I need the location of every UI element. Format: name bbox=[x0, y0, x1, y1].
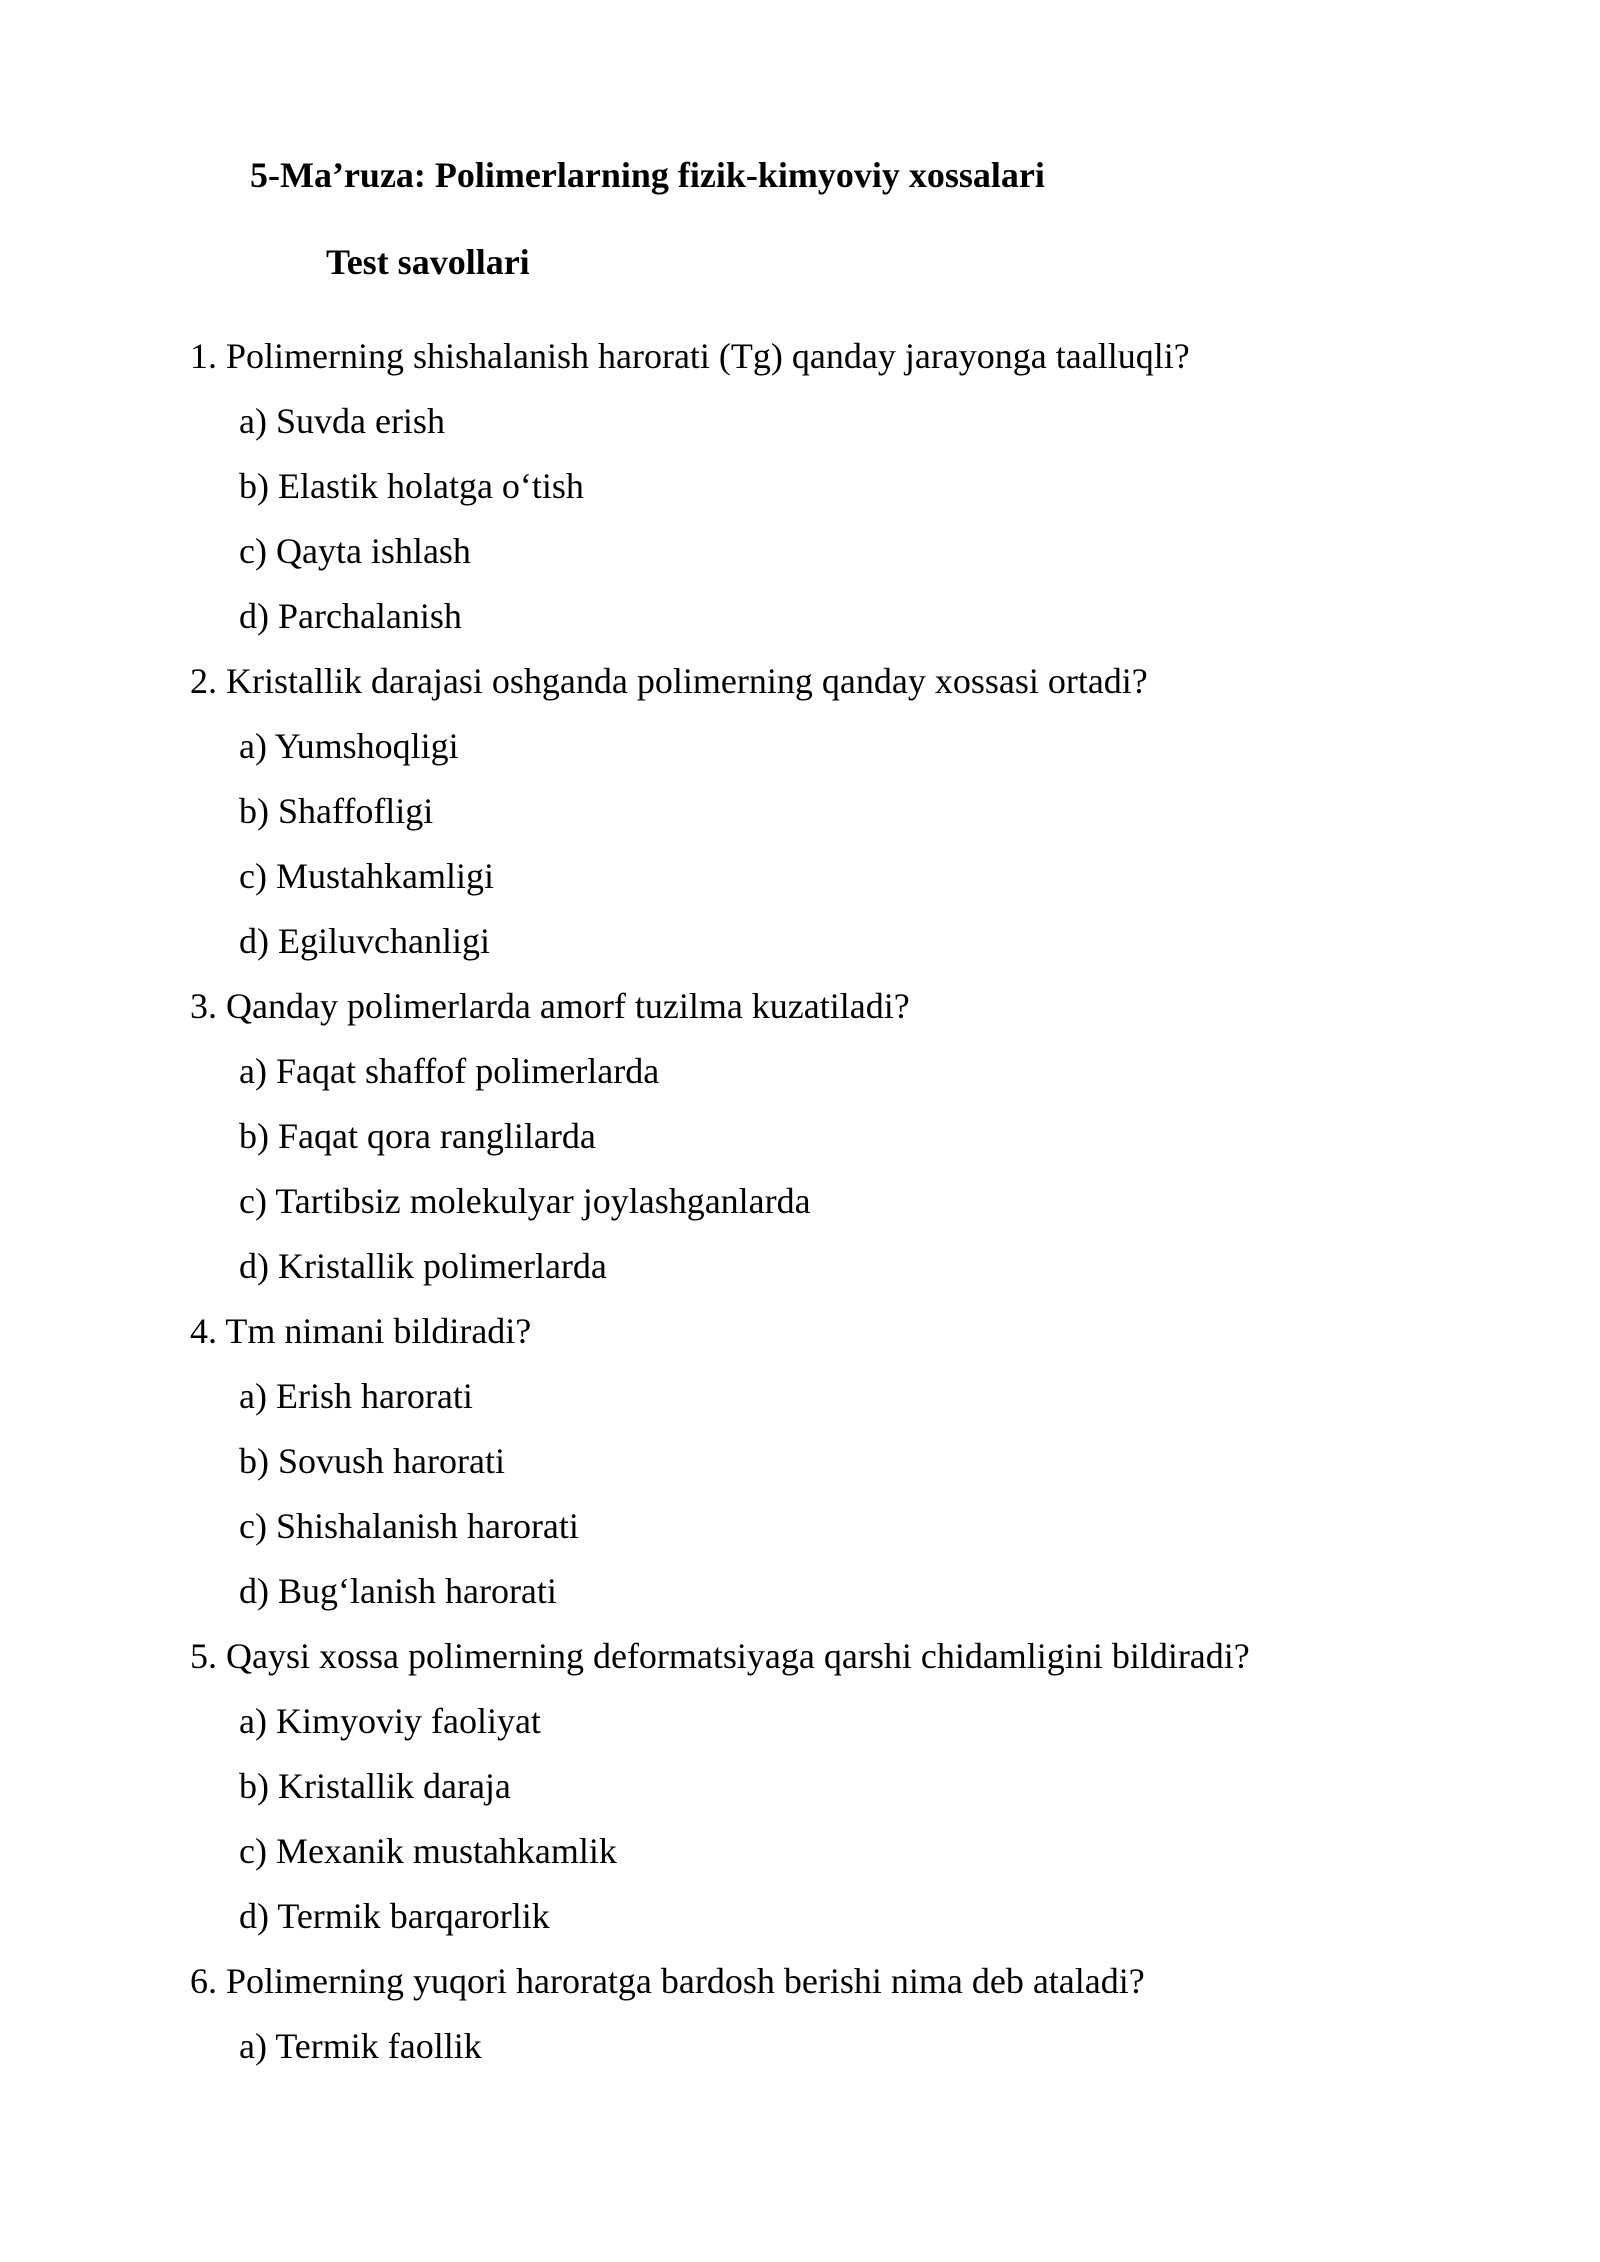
answer-option: a) Yumshoqligi bbox=[239, 726, 459, 766]
question-6 bbox=[190, 1949, 1490, 2079]
answer-option: a) Suvda erish bbox=[239, 401, 445, 441]
answer-option: a) Faqat shaffof polimerlarda bbox=[239, 1051, 660, 1091]
lecture-title: 5-Ma’ruza: Polimerlarning fizik-kimyoviy xossalari bbox=[250, 155, 1045, 195]
answer-option: d) Kristallik polimerlarda bbox=[239, 1246, 607, 1286]
section-subtitle: Test savollari bbox=[326, 242, 530, 282]
question-5 bbox=[190, 1624, 1490, 1949]
answer-option: b) Faqat qora ranglilarda bbox=[239, 1116, 596, 1156]
question-text: 1. Polimerning shishalanish harorati (Tg) qanday jarayonga taalluqli? bbox=[190, 336, 1190, 376]
answer-option: a) Erish harorati bbox=[239, 1376, 473, 1416]
answer-option: d) Bug‘lanish harorati bbox=[239, 1571, 557, 1611]
question-text: 2. Kristallik darajasi oshganda polimerning qanday xossasi ortadi? bbox=[190, 661, 1148, 701]
answer-option: d) Parchalanish bbox=[239, 596, 462, 636]
answer-option: d) Egiluvchanligi bbox=[239, 921, 490, 961]
question-3 bbox=[190, 974, 1490, 1299]
question-text: 6. Polimerning yuqori haroratga bardosh berishi nima deb ataladi? bbox=[190, 1961, 1145, 2001]
answer-option: c) Qayta ishlash bbox=[239, 531, 471, 571]
question-list bbox=[190, 324, 1490, 2079]
question-text: 3. Qanday polimerlarda amorf tuzilma kuzatiladi? bbox=[190, 986, 910, 1026]
answer-option: b) Shaffofligi bbox=[239, 791, 434, 831]
answer-option: a) Termik faollik bbox=[239, 2026, 482, 2066]
question-text: 5. Qaysi xossa polimerning deformatsiyaga qarshi chidamligini bildiradi? bbox=[190, 1636, 1250, 1676]
answer-option: c) Mustahkamligi bbox=[239, 856, 494, 896]
answer-option: b) Elastik holatga o‘tish bbox=[239, 466, 584, 506]
answer-option: a) Kimyoviy faoliyat bbox=[239, 1701, 541, 1741]
question-4 bbox=[190, 1299, 1490, 1624]
question-2 bbox=[190, 649, 1490, 974]
answer-option: c) Mexanik mustahkamlik bbox=[239, 1831, 617, 1871]
question-text: 4. Tm nimani bildiradi? bbox=[190, 1311, 532, 1351]
answer-option: d) Termik barqarorlik bbox=[239, 1896, 550, 1936]
question-1 bbox=[190, 324, 1490, 649]
answer-option: b) Sovush harorati bbox=[239, 1441, 505, 1481]
answer-option: b) Kristallik daraja bbox=[239, 1766, 511, 1806]
answer-option: c) Tartibsiz molekulyar joylashganlarda bbox=[239, 1181, 811, 1221]
answer-option: c) Shishalanish harorati bbox=[239, 1506, 579, 1546]
